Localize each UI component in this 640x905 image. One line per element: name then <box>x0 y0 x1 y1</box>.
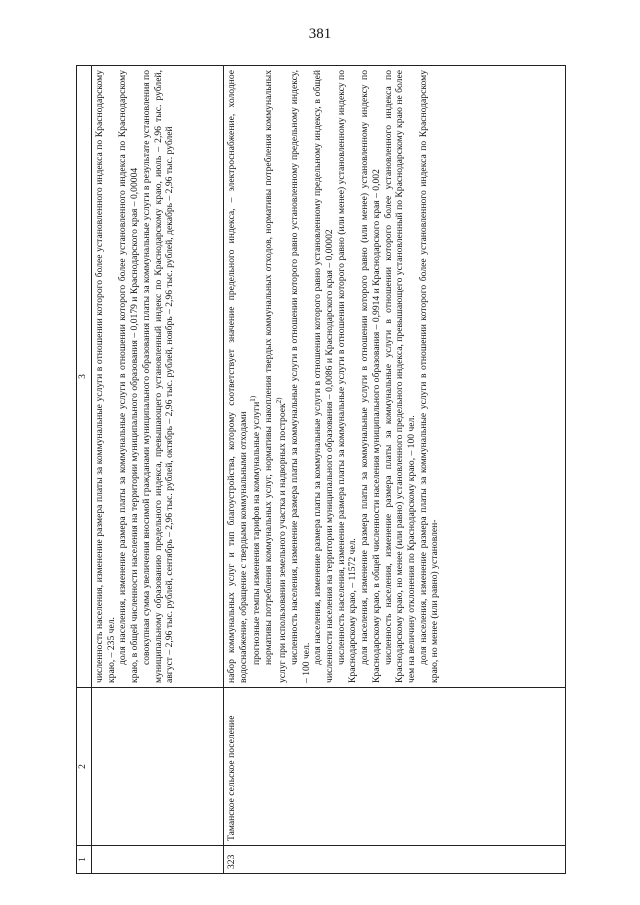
row-number-cell: 323 <box>224 846 566 874</box>
page-number: 381 <box>308 26 332 42</box>
detail-line <box>263 70 289 683</box>
header-col-3: 3 <box>77 66 92 688</box>
table-row <box>224 66 566 874</box>
detail-line: доля населения, изменение размера платы за коммунальные услуги в отношении которого равно установленному предельному индексу, в общей численности населения на территории муниципального образования – 0,0086 и Краснодарского края – 0,00002 <box>312 70 335 683</box>
header-col-1: 1 <box>77 846 92 874</box>
details-cell <box>92 66 224 688</box>
municipality-cell <box>92 688 224 846</box>
detail-line: набор коммунальных услуг и тип благоустройства, которому соответствует значение предельного индекса, – электроснабжение, холодное водоснабжение, обращение с твердыми коммунальными отходами <box>226 70 249 683</box>
details-cell <box>224 66 566 688</box>
footnote-ref: 2) <box>275 397 283 404</box>
rotated-table <box>76 66 566 874</box>
detail-line: численность населения, изменение размера платы за коммунальные услуги в отношении которого более установленного индекса по Краснодарскому краю, – 235 чел. <box>94 70 117 683</box>
table-row <box>92 66 224 874</box>
detail-line: совокупная сумма увеличения вносимой гражданами муниципального образования платы за коммунальные услуги в результате установления по муниципальному образованию предельного индекса, превышающего установленный индекс по Краснодарскому краю, июль – 2,96 тыс. рублей, август – 2,96 тыс. рублей, сентябрь – 2,96 тыс. рублей, октябрь – 2,96 тыс. рублей, ноябрь – 2,96 тыс. рублей, декабрь – 2,96 тыс. рублей <box>140 70 176 683</box>
detail-line: доля населения, изменение размера платы за коммунальные услуги в отношении которого более установленного индекса по Краснодарскому краю, в общей численности населения на территории муниципального образования – 0,0179 и Краснодарского края – 0,00004 <box>117 70 141 683</box>
detail-line: доля населения, изменение размера платы за коммунальные услуги в отношении которого равно (или менее) установленному индексу по Краснодарскому краю, в общей численности населения муниципального образования – 0,9914 и Краснодарского края – 0,002 <box>359 70 382 683</box>
detail-line: доля населения, изменение размера платы за коммунальные услуги в отношении которого более установленного индекса по Краснодарскому краю, но менее (или равно) установлен- <box>417 70 441 683</box>
footnote-ref: 1) <box>249 395 258 402</box>
detail-line <box>249 70 263 683</box>
header-row <box>77 66 92 874</box>
detail-text: прогнозные темпы изменения тарифов на коммунальные услуги <box>251 401 263 665</box>
header-col-2: 2 <box>77 688 92 846</box>
detail-line: численность населения, изменение размера платы за коммунальные услуги в отношении которого равно установленному предельному индексу, – 100 чел. <box>288 70 312 683</box>
row-number-cell <box>92 846 224 874</box>
detail-line: численность населения, изменение размера платы за коммунальные услуги в отношении которого более установленного индекса по Краснодарскому краю, но менее (или равно) установленного предельного индекса, превышающего установленный по Краснодарскому краю не более чем на величину отклонения по Краснодарскому краю, – 100 чел. <box>382 70 417 683</box>
data-table <box>76 65 566 874</box>
rotated-table-frame <box>76 66 566 874</box>
detail-text: нормативы потребления коммунальных услуг, нормативы накопления твердых коммунальных отходов, нормативы потребления коммунальных услуг при использовании земельного участка и надворных построек <box>263 70 289 683</box>
municipality-cell: Таманское сельское поселение <box>224 688 566 846</box>
detail-line: численность населения, изменение размера платы за коммунальные услуги в отношении которого равно (или менее) установленному индексу по Краснодарскому краю, – 11572 чел. <box>335 70 359 683</box>
